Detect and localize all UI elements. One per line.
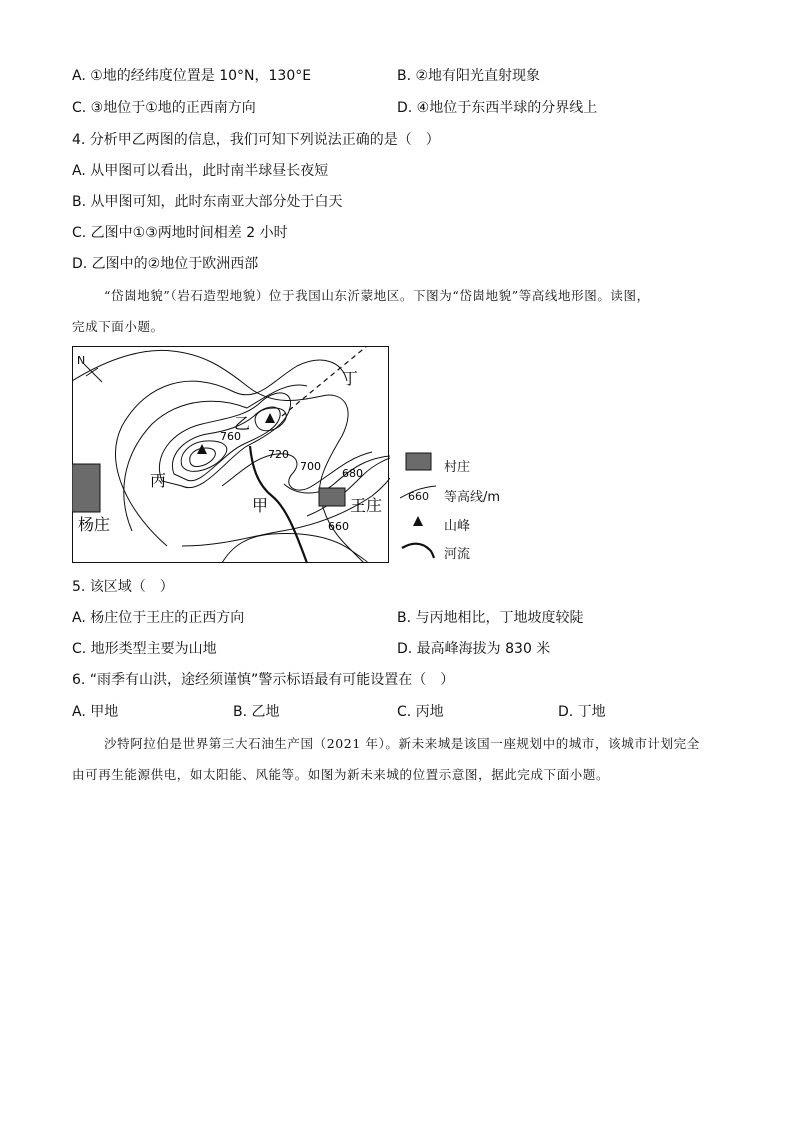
label-bing: 丙 <box>150 471 167 490</box>
q6-stem: 6. “雨季有山洪，途经须谨慎”警示标语最有可能设置在（ ） <box>72 672 455 688</box>
q6-option-c: C. 丙地 <box>397 704 444 720</box>
q5-option-d: D. 最高峰海拔为 830 米 <box>397 641 551 657</box>
q5-option-a: A. 杨庄位于王庄的正西方向 <box>72 610 245 626</box>
q4-option-a: A. 从甲图可以看出，此时南半球昼长夜短 <box>72 163 329 179</box>
contour-map <box>72 346 390 566</box>
q6-option-a: A. 甲地 <box>72 704 119 720</box>
q5-stem: 5. 该区域（ ） <box>72 579 174 595</box>
village-wangzhuang <box>319 488 345 506</box>
q3-option-d: D. ④地位于东西半球的分界线上 <box>397 100 598 116</box>
legend-river-icon <box>402 544 434 558</box>
label-wangzhuang: 王庄 <box>350 496 383 515</box>
contour-label-700: 700 <box>300 460 321 473</box>
label-jia: 甲 <box>252 496 269 515</box>
q4-stem: 4. 分析甲乙两图的信息，我们可知下列说法正确的是（ ） <box>72 132 440 148</box>
legend-peak-icon <box>413 516 423 526</box>
contour-label-660: 660 <box>328 520 349 533</box>
intro1-line2: 完成下面小题。 <box>72 319 164 334</box>
legend-village-label: 村庄 <box>444 460 471 475</box>
legend-symbols <box>400 450 436 566</box>
contour-label-720: 720 <box>268 448 289 461</box>
legend-contour-sample: 660 <box>408 490 429 503</box>
legend-village-swatch <box>406 453 431 470</box>
q4-option-b: B. 从甲图可知，此时东南亚大部分处于白天 <box>72 194 343 210</box>
intro2-line1: 沙特阿拉伯是世界第三大石油生产国（2021 年）。新未来城是该国一座规划中的城市，该城市计划完全 <box>104 736 700 751</box>
q5-option-b: B. 与丙地相比，丁地坡度较陡 <box>397 610 584 626</box>
legend-river-label: 河流 <box>444 547 471 562</box>
q6-option-b: B. 乙地 <box>233 704 280 720</box>
intro1-line1: “岱崮地貌”（岩石造型地貌）位于我国山东沂蒙地区。下图为“岱崮地貌”等高线地形图。读图， <box>104 288 650 303</box>
intro2-line2: 由可再生能源供电，如太阳能、风能等。如图为新未来城的位置示意图，据此完成下面小题。 <box>72 767 610 782</box>
q4-option-d: D. 乙图中的②地位于欧洲西部 <box>72 256 259 272</box>
label-yi: 乙 <box>234 414 251 433</box>
contour-label-760: 760 <box>220 430 241 443</box>
q3-option-b: B. ②地有阳光直射现象 <box>397 68 541 84</box>
q3-option-c: C. ③地位于①地的正西南方向 <box>72 100 256 116</box>
q6-option-d: D. 丁地 <box>558 704 606 720</box>
label-ding: 丁 <box>342 369 359 388</box>
label-yangzhuang: 杨庄 <box>78 515 111 534</box>
legend-contour-label: 等高线/m <box>444 490 501 505</box>
village-yangzhuang <box>72 464 100 512</box>
contour-label-680: 680 <box>342 467 363 480</box>
q4-option-c: C. 乙图中①③两地时间相差 2 小时 <box>72 225 288 241</box>
q3-option-a: A. ①地的经纬度位置是 10°N，130°E <box>72 68 312 84</box>
q5-option-c: C. 地形类型主要为山地 <box>72 641 217 657</box>
legend-peak-label: 山峰 <box>444 519 471 534</box>
north-label: N <box>77 354 86 367</box>
